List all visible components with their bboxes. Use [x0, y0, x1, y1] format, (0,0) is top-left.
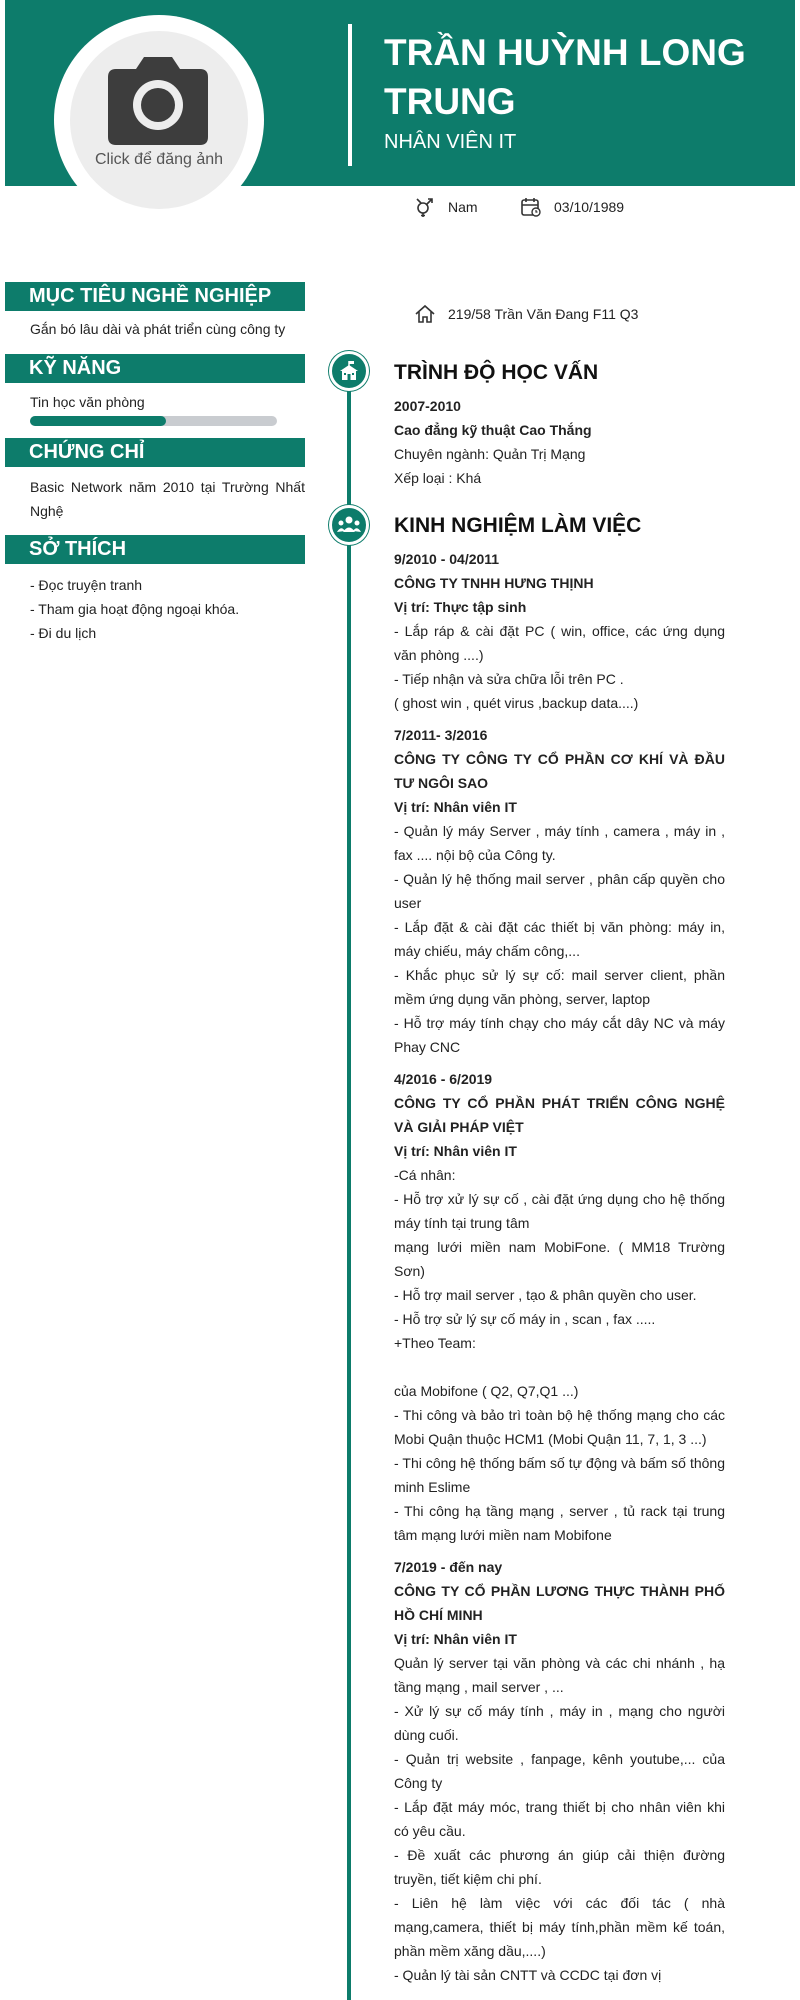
avatar-caption: Click để đăng ảnh	[94, 151, 224, 168]
job-company: CÔNG TY CỔ PHẦN LƯƠNG THỰC THÀNH PHỐ HỒ CHÍ MINH	[394, 1583, 725, 1623]
job-period: 7/2019 - đến nay	[394, 1559, 503, 1575]
hobby-item: - Đọc truyện tranh	[30, 577, 143, 593]
job-position: Vị trí: Nhân viên IT	[394, 1143, 517, 1159]
candidate-name: TRẦN HUỲNH LONG TRUNG	[384, 32, 746, 122]
job-duty: - Thi công hệ thống bấm số tự động và bấm số thông minh Eslime	[394, 1455, 725, 1495]
job-duty: - Thi công hạ tầng mạng , server , tủ rack tại trung tâm mạng lưới miền nam Mobifone	[394, 1503, 725, 1543]
camera-icon	[106, 55, 210, 147]
hobby-item: - Tham gia hoạt động ngoại khóa.	[30, 601, 240, 617]
team-icon	[329, 505, 369, 545]
gender-value: Nam	[448, 199, 478, 215]
education-period: 2007-2010	[394, 398, 461, 414]
job-duty: của Mobifone ( Q2, Q7,Q1 ...)	[394, 1383, 579, 1399]
left-column	[5, 282, 305, 645]
job-entry	[394, 1555, 725, 1987]
job-duty: - Quản lý máy Server , máy tính , camera , máy in , fax .... nội bộ của Công ty.	[394, 823, 725, 863]
skill-label: Tin học văn phòng	[30, 394, 145, 410]
address-value: 219/58 Trần Văn Đang F11 Q3	[448, 306, 639, 322]
avatar-upload[interactable]	[70, 31, 248, 209]
gender-info	[414, 196, 478, 218]
education-major: Chuyên ngành: Quản Trị Mạng	[394, 446, 586, 462]
objective-heading: MỤC TIÊU NGHỀ NGHIỆP	[5, 282, 305, 311]
candidate-job-title: NHÂN VIÊN IT	[384, 131, 517, 153]
job-duty: - Thi công và bảo trì toàn bộ hệ thống mạng cho các Mobi Quận thuộc HCM1 (Mobi Quận 11, 7, 1, 3 ...)	[394, 1407, 725, 1447]
job-duty: - Hỗ trợ mail server , tạo & phân quyền cho user.	[394, 1287, 697, 1303]
job-duty: - Hỗ trợ xử lý sự cố , cài đặt ứng dụng cho hệ thống máy tính tại trung tâm	[394, 1191, 725, 1231]
birthday-value: 03/10/1989	[554, 199, 625, 215]
birthday-info	[520, 196, 624, 218]
job-duty: - Tiếp nhận và sửa chữa lỗi trên PC .	[394, 671, 624, 687]
job-period: 7/2011- 3/2016	[394, 727, 488, 743]
job-duty: - Hỗ trợ máy tính chạy cho máy cắt dây NC và máy Phay CNC	[394, 1015, 725, 1055]
job-duty: - Lắp ráp & cài đặt PC ( win, office, các ứng dụng văn phòng ....)	[394, 623, 725, 663]
experience-section	[394, 513, 725, 1987]
school-icon	[329, 351, 369, 391]
job-duty: - Đề xuất các phương án giúp cải thiện đường truyền, tiết kiệm chi phí.	[394, 1847, 725, 1887]
job-duty: - Hỗ trợ sử lý sự cố máy in , scan , fax .....	[394, 1311, 656, 1327]
job-period: 9/2010 - 04/2011	[394, 551, 500, 567]
skill-progress-fill	[30, 416, 166, 426]
job-duty: - Quản trị website , fanpage, kênh youtube,... của Công ty	[394, 1751, 725, 1791]
education-rank: Xếp loại : Khá	[394, 470, 482, 486]
header-divider	[348, 24, 352, 166]
job-position: Vị trí: Nhân viên IT	[394, 1631, 517, 1647]
job-position: Vị trí: Thực tập sinh	[394, 599, 527, 615]
timeline-line	[347, 370, 351, 2000]
gender-icon	[414, 196, 436, 218]
job-duty: - Lắp đặt & cài đặt các thiết bị văn phòng: máy in, máy chiếu, máy chấm công,...	[394, 919, 725, 959]
education-school: Cao đẳng kỹ thuật Cao Thắng	[394, 422, 592, 438]
job-duty: -Cá nhân:	[394, 1167, 456, 1183]
home-icon	[414, 303, 436, 325]
hobby-item: - Đi du lịch	[30, 625, 97, 641]
certificate-text: Basic Network năm 2010 tại Trường Nhất Nghệ	[30, 479, 305, 519]
address-info	[414, 303, 638, 325]
job-duty: ( ghost win , quét virus ,backup data....)	[394, 695, 639, 711]
job-duty: - Lắp đặt máy móc, trang thiết bị cho nhân viên khi có yêu cầu.	[394, 1799, 725, 1839]
hobbies-heading: SỞ THÍCH	[5, 535, 305, 564]
calendar-icon	[520, 196, 542, 218]
job-period: 4/2016 - 6/2019	[394, 1071, 493, 1087]
job-duty: mạng lưới miền nam MobiFone. ( MM18 Trường Sơn)	[394, 1239, 725, 1279]
job-duty: - Liên hệ làm việc với các đối tác ( nhà mạng,camera, thiết bị máy tính,phần mềm kế toán, phần mềm xăng dầu,....)	[394, 1895, 725, 1959]
job-duty: - Xử lý sự cố máy tính , máy in , mạng cho người dùng cuối.	[394, 1703, 725, 1743]
job-entry	[394, 723, 725, 1059]
job-duty: Quản lý server tại văn phòng và các chi nhánh , hạ tầng mạng , mail server , ...	[394, 1655, 725, 1695]
job-duty: - Khắc phục sử lý sự cố: mail server client, phần mềm ứng dụng văn phòng, server, laptop	[394, 967, 725, 1007]
skill-progress-bar	[30, 416, 277, 426]
job-company: CÔNG TY CÔNG TY CỔ PHẦN CƠ KHÍ VÀ ĐẦU TƯ NGÔI SAO	[394, 751, 725, 791]
job-entry	[394, 1067, 725, 1547]
job-company: CÔNG TY CỔ PHẦN PHÁT TRIỂN CÔNG NGHỆ VÀ GIẢI PHÁP VIỆT	[394, 1095, 725, 1135]
job-duty: - Quản lý tài sản CNTT và CCDC tại đơn vị	[394, 1967, 662, 1983]
education-heading: TRÌNH ĐỘ HỌC VẤN	[394, 361, 599, 384]
certificates-heading: CHỨNG CHỈ	[5, 438, 305, 467]
job-duty: +Theo Team:	[394, 1335, 476, 1351]
job-position: Vị trí: Nhân viên IT	[394, 799, 517, 815]
skills-heading: KỸ NĂNG	[5, 354, 305, 383]
job-entry	[394, 547, 725, 715]
education-section	[394, 360, 725, 490]
experience-heading: KINH NGHIỆM LÀM VIỆC	[394, 514, 642, 537]
objective-text: Gắn bó lâu dài và phát triển cùng công ty	[30, 321, 286, 337]
job-company: CÔNG TY TNHH HƯNG THỊNH	[394, 575, 594, 591]
job-duty: - Quản lý hệ thống mail server , phân cấp quyền cho user	[394, 871, 725, 911]
hobbies-list	[5, 573, 305, 645]
job-duty-blank	[394, 1355, 725, 1379]
